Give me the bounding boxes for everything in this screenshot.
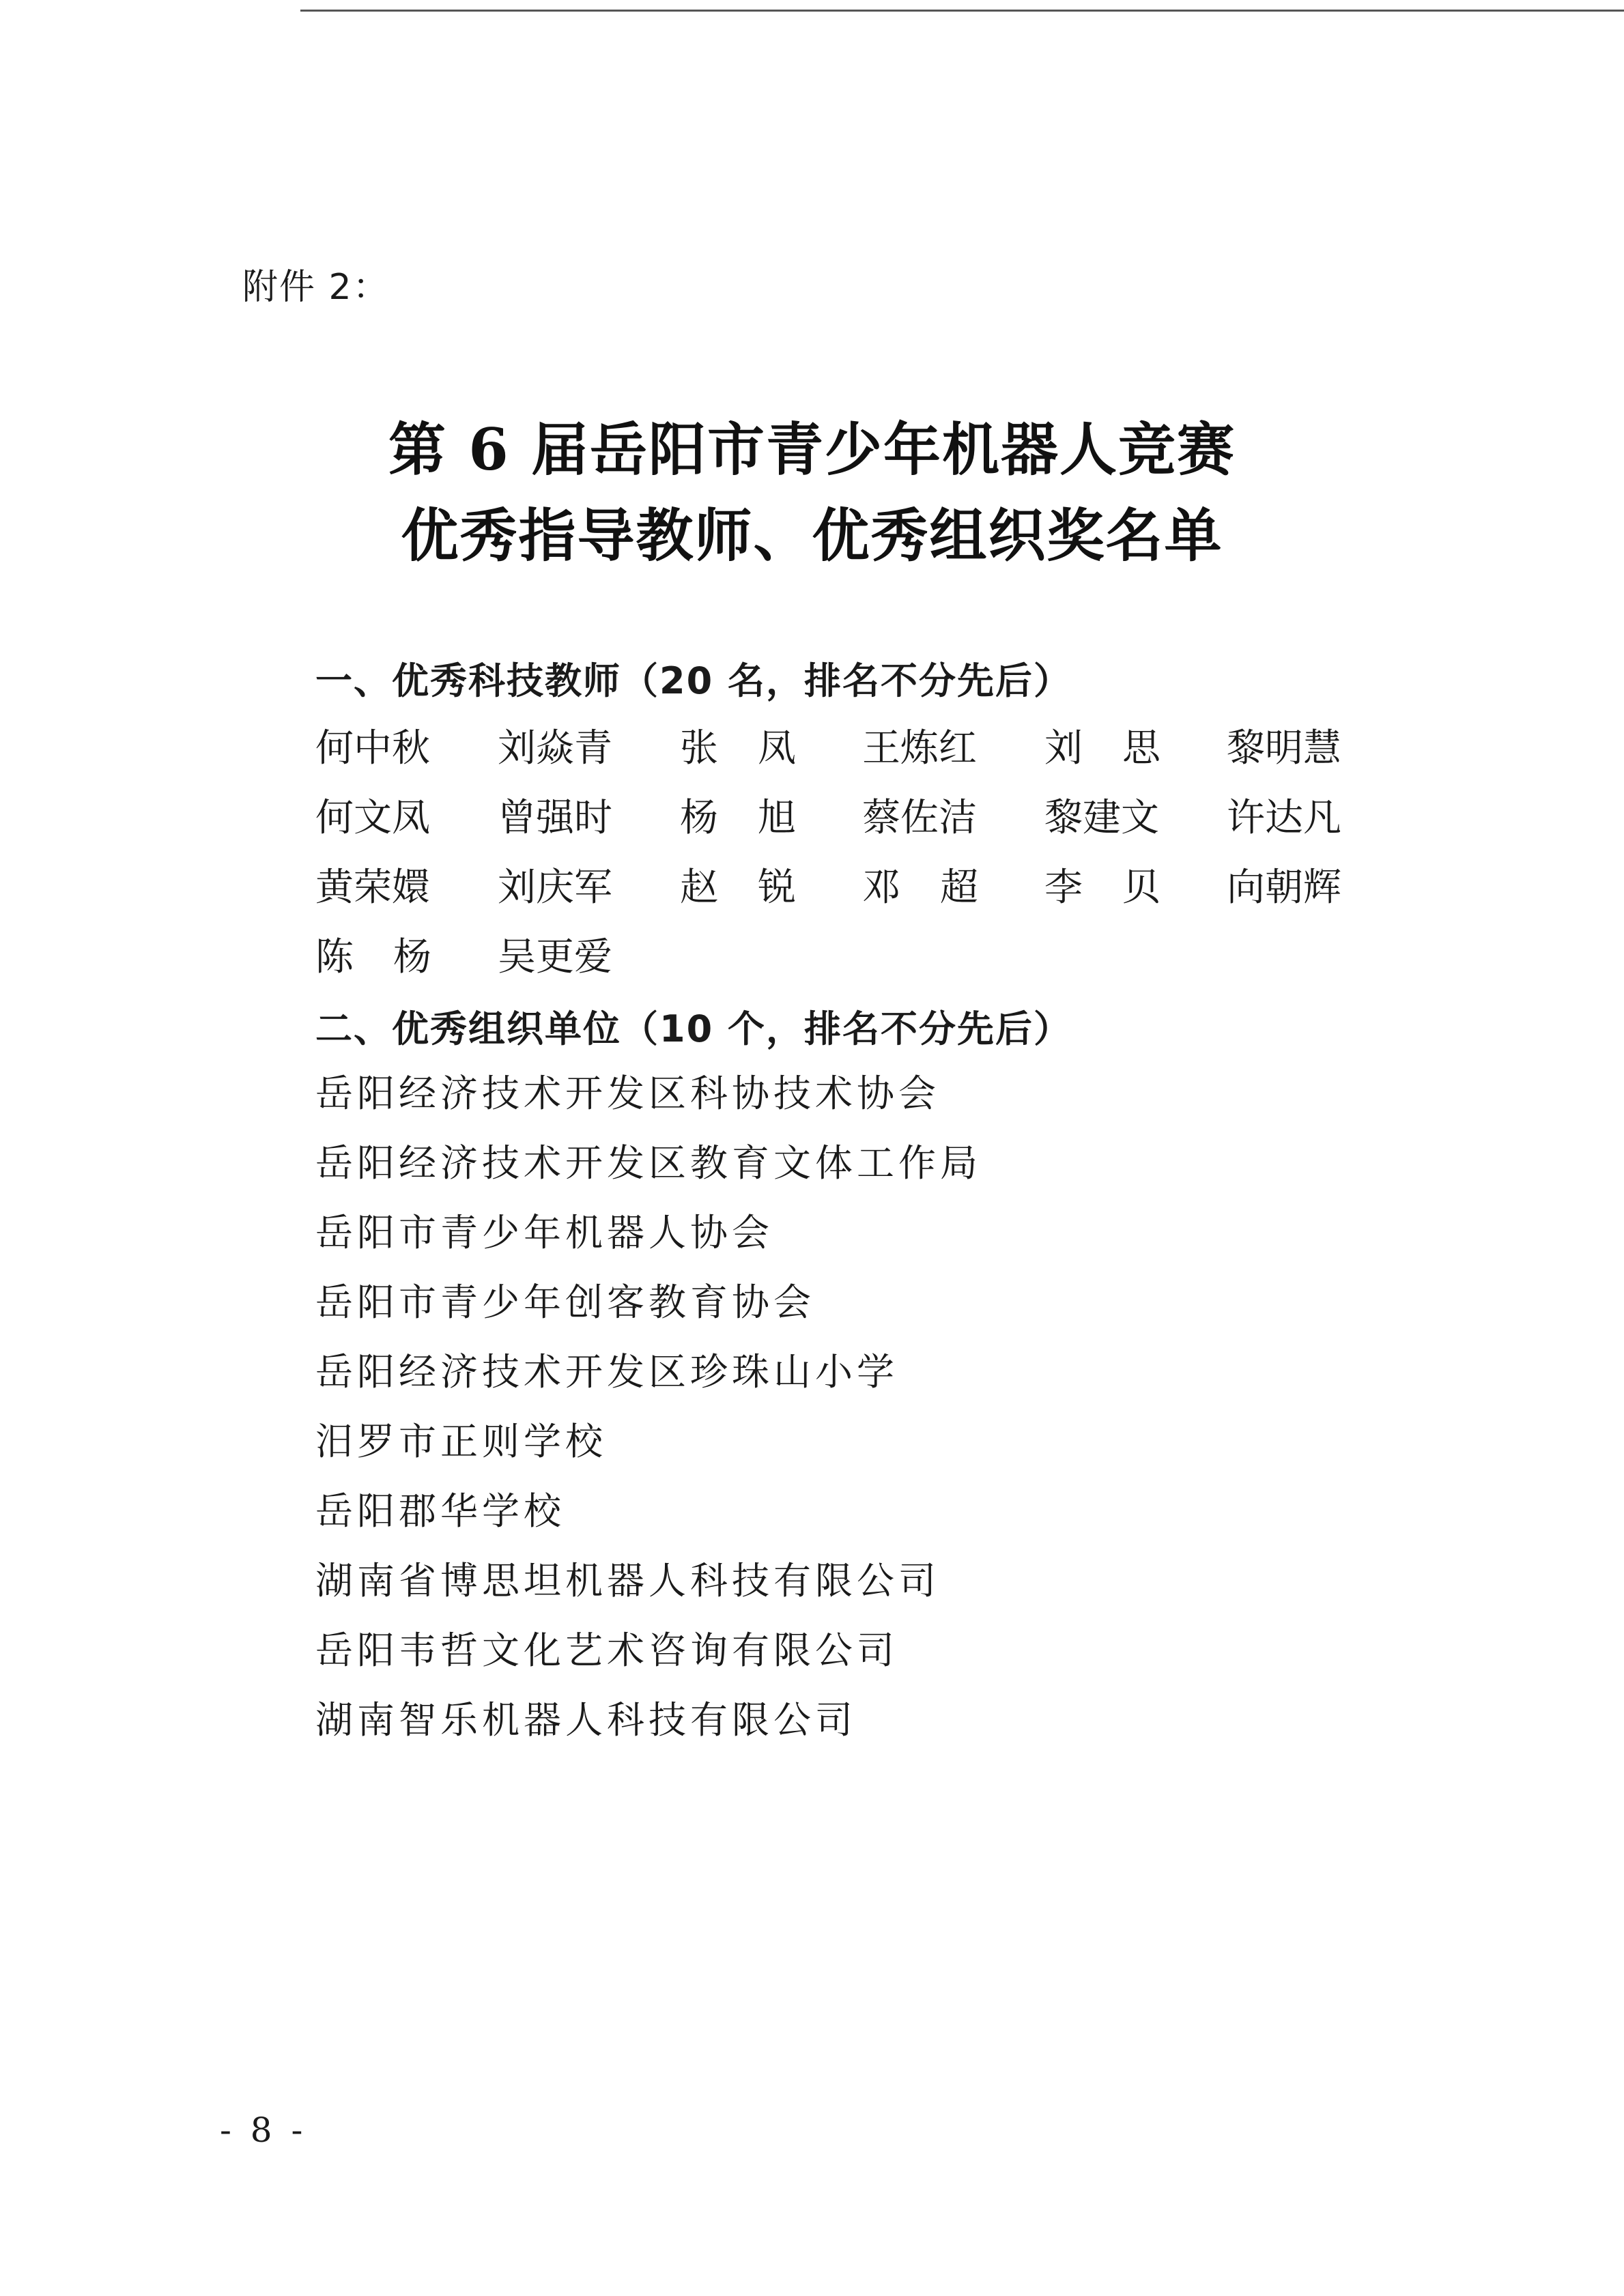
organization-item: 岳阳市青少年创客教育协会	[315, 1280, 816, 1324]
organization-item: 湖南省博思坦机器人科技有限公司	[315, 1559, 941, 1603]
page-number: - 8 -	[220, 2110, 307, 2150]
organization-item: 湖南智乐机器人科技有限公司	[315, 1698, 857, 1742]
teacher-name: 刘思	[1044, 726, 1200, 771]
teacher-name: 刘焱青	[498, 726, 612, 771]
teacher-name: 许达凡	[1227, 796, 1341, 840]
teacher-name: 赵锐	[680, 865, 836, 910]
organization-item: 汨罗市正则学校	[315, 1420, 608, 1463]
teacher-name: 黄荣嬛	[315, 865, 430, 910]
teacher-name: 李贝	[1044, 865, 1200, 910]
teacher-name: 陈杨	[315, 935, 471, 979]
organization-item: 岳阳经济技术开发区教育文体工作局	[315, 1141, 982, 1185]
teacher-name: 蔡佐洁	[862, 796, 977, 840]
document-title-line-2: 优秀指导教师、优秀组织奖名单	[401, 502, 1223, 569]
organization-item: 岳阳经济技术开发区科协技术协会	[315, 1072, 941, 1115]
teacher-name: 向朝辉	[1227, 865, 1341, 910]
section-1-heading: 一、优秀科技教师（20 名，排名不分先后）	[315, 659, 1072, 702]
organization-list	[315, 1070, 982, 1766]
organization-item: 岳阳经济技术开发区珍珠山小学	[315, 1350, 899, 1394]
teacher-name: 何文凤	[315, 796, 430, 840]
teacher-name: 曾强时	[498, 796, 612, 840]
top-scan-rule	[300, 10, 1624, 12]
section-2-heading: 二、优秀组织单位（10 个，排名不分先后）	[315, 1007, 1072, 1050]
teacher-name: 刘庆军	[498, 865, 612, 910]
organization-item: 岳阳韦哲文化艺术咨询有限公司	[315, 1628, 899, 1672]
teacher-name: 黎建文	[1044, 796, 1159, 840]
teacher-name: 杨旭	[680, 796, 836, 840]
document-title-line-1: 第 6 届岳阳市青少年机器人竞赛	[388, 416, 1236, 483]
teacher-name: 吴更爱	[498, 935, 612, 979]
teacher-name: 黎明慧	[1227, 726, 1341, 771]
teacher-name: 何中秋	[315, 726, 430, 771]
teacher-name: 张凤	[680, 726, 836, 771]
teacher-name-grid	[315, 718, 1380, 996]
organization-item: 岳阳市青少年机器人协会	[315, 1211, 774, 1254]
teacher-name: 王炼红	[862, 726, 977, 771]
teacher-name: 邓超	[862, 865, 1018, 910]
organization-item: 岳阳郡华学校	[315, 1489, 566, 1533]
attachment-label: 附件 2：	[242, 267, 390, 308]
